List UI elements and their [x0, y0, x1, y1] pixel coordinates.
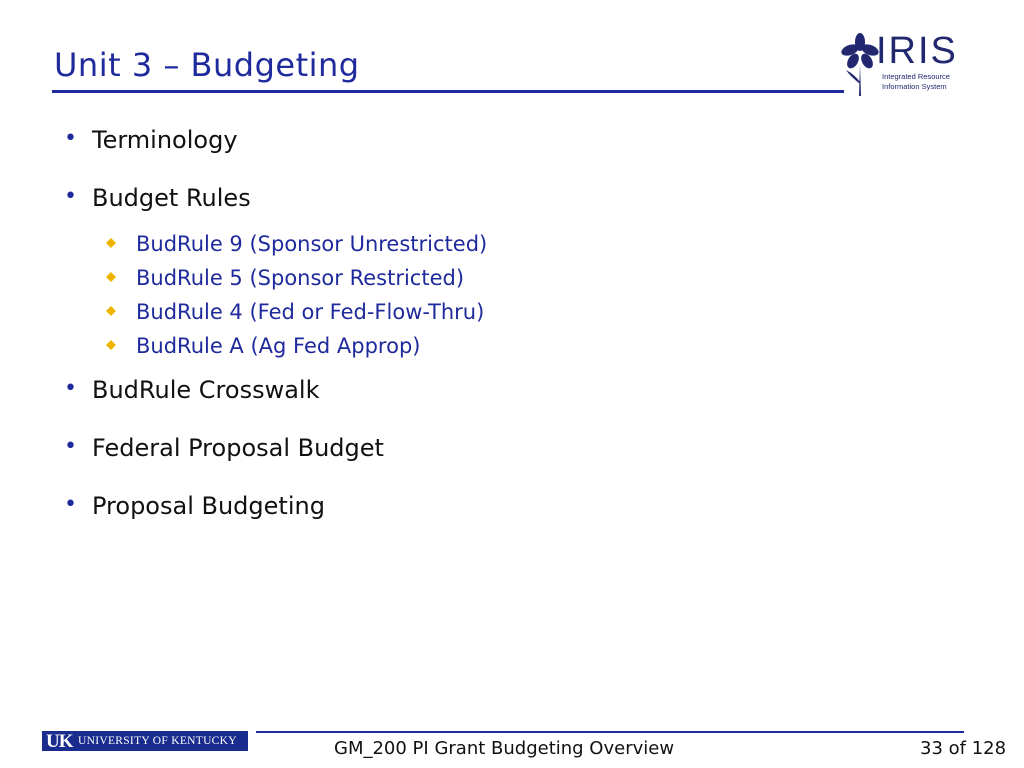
bullet-dot-icon: • — [64, 434, 77, 459]
iris-logo-tagline — [882, 72, 950, 92]
iris-flower-icon — [840, 32, 880, 98]
iris-tagline-line1: Integrated Resource — [882, 72, 950, 81]
slide-title: Unit 3 – Budgeting — [54, 46, 360, 84]
sub-bullet-label: BudRule 9 (Sponsor Unrestricted) — [136, 232, 488, 256]
diamond-bullet-icon — [106, 306, 116, 316]
iris-logo — [840, 30, 960, 100]
footer-rule — [256, 731, 964, 733]
footer-course-title: GM_200 PI Grant Budgeting Overview — [334, 738, 675, 759]
bullet-dot-icon: • — [64, 492, 77, 517]
sub-bullet-label: BudRule 5 (Sponsor Restricted) — [136, 266, 465, 290]
diamond-bullet-icon — [106, 340, 116, 350]
bullet-label: Terminology — [92, 126, 238, 154]
bullet-label: Budget Rules — [92, 184, 251, 212]
bullet-dot-icon: • — [64, 126, 77, 151]
bullet-dot-icon: • — [64, 376, 77, 401]
sub-bullet-label: BudRule 4 (Fed or Fed-Flow-Thru) — [136, 300, 485, 324]
bullet-label: Federal Proposal Budget — [92, 434, 384, 462]
university-of-kentucky-logo — [42, 731, 248, 751]
title-underline — [52, 90, 844, 93]
iris-logo-word: IRIS — [876, 30, 958, 72]
sub-bullet-label: BudRule A (Ag Fed Approp) — [136, 334, 421, 358]
diamond-bullet-icon — [106, 238, 116, 248]
iris-tagline-line2: Information System — [882, 82, 947, 91]
university-name: UNIVERSITY OF KENTUCKY — [78, 735, 237, 747]
uk-mark: UK — [46, 731, 73, 752]
page-indicator: 33 of 128 — [920, 738, 1007, 759]
bullet-dot-icon: • — [64, 184, 77, 209]
bullet-label: Proposal Budgeting — [92, 492, 325, 520]
diamond-bullet-icon — [106, 272, 116, 282]
bullet-label: BudRule Crosswalk — [92, 376, 320, 404]
